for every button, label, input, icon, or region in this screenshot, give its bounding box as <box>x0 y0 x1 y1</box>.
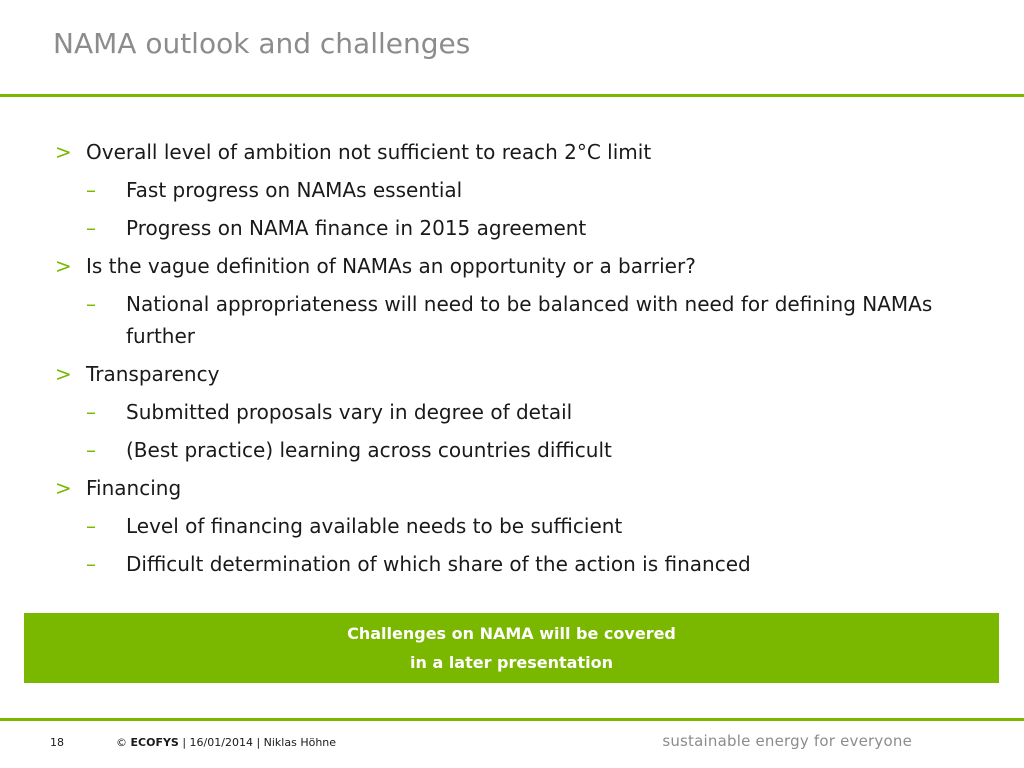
dash-icon: – <box>86 292 96 316</box>
brand-name: ECOFYS <box>130 736 179 749</box>
callout-line-2: in a later presentation <box>410 653 613 672</box>
sub-bullet-item <box>55 434 985 466</box>
bullet-item <box>55 472 985 504</box>
sub-bullet-item <box>55 174 985 206</box>
callout-box <box>24 613 999 683</box>
dash-icon: – <box>86 514 96 538</box>
dash-icon: – <box>86 216 96 240</box>
chevron-right-icon: > <box>55 254 72 278</box>
bullet-item <box>55 250 985 282</box>
sub-bullet-text: Level of financing available needs to be sufficient <box>126 514 623 538</box>
bullet-text: Overall level of ambition not sufficient to reach 2°C limit <box>86 140 652 164</box>
bullet-item <box>55 136 985 168</box>
sub-bullet-item <box>55 396 985 428</box>
page-number: 18 <box>50 736 64 749</box>
bullet-text: Transparency <box>86 362 220 386</box>
copyright-mark: © <box>116 736 127 749</box>
sub-bullet-text: Difficult determination of which share of the action is financed <box>126 552 751 576</box>
footer-details: | 16/01/2014 | Niklas Höhne <box>182 736 337 749</box>
sub-bullet-text: (Best practice) learning across countries difficult <box>126 438 612 462</box>
brand-tagline: sustainable energy for everyone <box>662 732 912 750</box>
sub-bullet-item <box>55 548 985 580</box>
bullet-list <box>55 136 985 586</box>
dash-icon: – <box>86 400 96 424</box>
callout-line-1: Challenges on NAMA will be covered <box>347 624 676 643</box>
sub-bullet-item <box>55 510 985 542</box>
footer-credits <box>116 736 336 749</box>
dash-icon: – <box>86 438 96 462</box>
sub-bullet-text: Fast progress on NAMAs essential <box>126 178 463 202</box>
sub-bullet-text: Submitted proposals vary in degree of detail <box>126 400 573 424</box>
dash-icon: – <box>86 178 96 202</box>
sub-bullet-item <box>55 212 985 244</box>
chevron-right-icon: > <box>55 362 72 386</box>
sub-bullet-text: Progress on NAMA finance in 2015 agreement <box>126 216 587 240</box>
header-divider <box>0 94 1024 97</box>
bullet-text: Is the vague definition of NAMAs an opportunity or a barrier? <box>86 254 696 278</box>
chevron-right-icon: > <box>55 476 72 500</box>
slide-title: NAMA outlook and challenges <box>53 27 471 60</box>
bullet-item <box>55 358 985 390</box>
chevron-right-icon: > <box>55 140 72 164</box>
footer-divider <box>0 718 1024 721</box>
sub-bullet-text: National appropriateness will need to be balanced with need for defining NAMAs further <box>126 292 933 348</box>
sub-bullet-item <box>55 288 985 352</box>
dash-icon: – <box>86 552 96 576</box>
bullet-text: Financing <box>86 476 182 500</box>
